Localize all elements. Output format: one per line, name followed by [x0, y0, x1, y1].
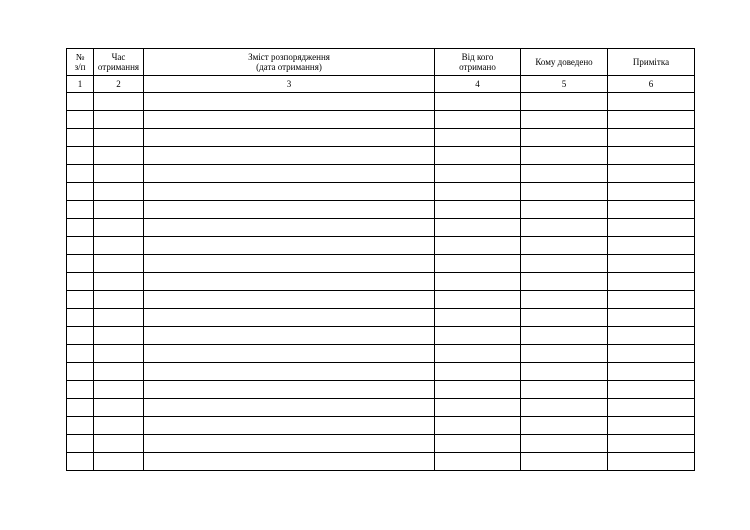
table-cell — [144, 309, 435, 327]
table-cell — [608, 147, 695, 165]
column-number-row — [67, 76, 695, 93]
table-cell — [94, 201, 144, 219]
table-cell — [608, 399, 695, 417]
table-cell — [521, 399, 608, 417]
column-number: 1 — [67, 76, 94, 93]
table-row — [67, 363, 695, 381]
table-cell — [435, 309, 521, 327]
table-cell — [608, 345, 695, 363]
table-cell — [608, 291, 695, 309]
table-cell — [144, 327, 435, 345]
header-note — [608, 49, 695, 76]
table-cell — [521, 453, 608, 471]
table-cell — [94, 327, 144, 345]
table-cell — [435, 291, 521, 309]
table-cell — [608, 417, 695, 435]
table-cell — [94, 291, 144, 309]
table-cell — [144, 453, 435, 471]
table-cell — [144, 129, 435, 147]
table-cell — [608, 165, 695, 183]
table-cell — [435, 219, 521, 237]
column-number: 6 — [608, 76, 695, 93]
table-cell — [435, 129, 521, 147]
table-cell — [94, 129, 144, 147]
header-note-line1: Примітка — [632, 57, 670, 67]
column-number: 5 — [521, 76, 608, 93]
table-cell — [67, 255, 94, 273]
table-cell — [435, 111, 521, 129]
table-cell — [144, 219, 435, 237]
table-cell — [67, 273, 94, 291]
table-row — [67, 129, 695, 147]
table-cell — [67, 111, 94, 129]
table-cell — [521, 111, 608, 129]
table-cell — [435, 399, 521, 417]
table-cell — [435, 453, 521, 471]
table-row — [67, 327, 695, 345]
table-row — [67, 147, 695, 165]
table-cell — [435, 381, 521, 399]
table-cell — [608, 273, 695, 291]
table-cell — [608, 453, 695, 471]
table-cell — [521, 93, 608, 111]
table-cell — [144, 111, 435, 129]
header-from-line1: Від кого — [461, 52, 494, 62]
table-cell — [94, 111, 144, 129]
table-cell — [435, 345, 521, 363]
header-content-line2: (дата отримання) — [256, 62, 322, 72]
table-row — [67, 237, 695, 255]
table-cell — [608, 237, 695, 255]
table-cell — [521, 273, 608, 291]
table-cell — [608, 129, 695, 147]
table-cell — [435, 93, 521, 111]
table-cell — [521, 183, 608, 201]
table-cell — [144, 435, 435, 453]
table-cell — [435, 417, 521, 435]
table-cell — [435, 165, 521, 183]
table-row — [67, 453, 695, 471]
table-cell — [67, 399, 94, 417]
table-cell — [521, 381, 608, 399]
table-cell — [94, 165, 144, 183]
table-cell — [94, 381, 144, 399]
table-cell — [608, 381, 695, 399]
table-cell — [435, 363, 521, 381]
table-cell — [67, 201, 94, 219]
table-row — [67, 399, 695, 417]
table-cell — [94, 345, 144, 363]
table-cell — [144, 237, 435, 255]
table-cell — [435, 201, 521, 219]
table-cell — [435, 237, 521, 255]
table-row — [67, 201, 695, 219]
table-cell — [94, 183, 144, 201]
table-cell — [144, 147, 435, 165]
table-cell — [144, 417, 435, 435]
table-row — [67, 381, 695, 399]
header-number — [67, 49, 94, 76]
table-cell — [94, 255, 144, 273]
table-cell — [521, 291, 608, 309]
table-cell — [521, 219, 608, 237]
table-cell — [144, 255, 435, 273]
table-cell — [435, 183, 521, 201]
table-row — [67, 183, 695, 201]
table-cell — [144, 381, 435, 399]
table-cell — [67, 309, 94, 327]
table-cell — [67, 363, 94, 381]
table-cell — [608, 309, 695, 327]
table-cell — [144, 273, 435, 291]
table-cell — [67, 129, 94, 147]
table-cell — [608, 435, 695, 453]
table-cell — [94, 273, 144, 291]
table-cell — [521, 165, 608, 183]
table-cell — [67, 417, 94, 435]
table-cell — [94, 219, 144, 237]
table-cell — [608, 111, 695, 129]
table-cell — [608, 363, 695, 381]
table-cell — [94, 453, 144, 471]
column-number: 2 — [94, 76, 144, 93]
table-cell — [67, 381, 94, 399]
orders-register-table — [66, 48, 695, 471]
table-cell — [435, 147, 521, 165]
table-cell — [67, 183, 94, 201]
table-row — [67, 309, 695, 327]
header-row — [67, 49, 695, 76]
table-cell — [94, 417, 144, 435]
table-cell — [67, 93, 94, 111]
column-number: 4 — [435, 76, 521, 93]
header-time-received — [94, 49, 144, 76]
table-cell — [67, 147, 94, 165]
header-content-line1: Зміст розпорядження — [248, 52, 330, 62]
table-cell — [521, 417, 608, 435]
header-to-line1: Кому доведено — [535, 57, 593, 67]
table-cell — [94, 147, 144, 165]
table-row — [67, 255, 695, 273]
table-cell — [521, 363, 608, 381]
table-cell — [144, 183, 435, 201]
table-cell — [94, 93, 144, 111]
table-cell — [608, 93, 695, 111]
column-number: 3 — [144, 76, 435, 93]
table-cell — [67, 345, 94, 363]
table-cell — [435, 435, 521, 453]
table-cell — [94, 435, 144, 453]
table-cell — [144, 345, 435, 363]
table-cell — [435, 273, 521, 291]
table-cell — [521, 147, 608, 165]
header-order-content — [144, 49, 435, 76]
header-number-line1: № — [75, 52, 85, 62]
table-row — [67, 93, 695, 111]
table-cell — [94, 237, 144, 255]
table-cell — [144, 165, 435, 183]
table-cell — [521, 129, 608, 147]
table-cell — [144, 201, 435, 219]
table-cell — [67, 219, 94, 237]
table-row — [67, 219, 695, 237]
table-cell — [67, 435, 94, 453]
table-cell — [67, 291, 94, 309]
table-row — [67, 345, 695, 363]
header-communicated-to — [521, 49, 608, 76]
table-cell — [94, 309, 144, 327]
table-cell — [521, 309, 608, 327]
table-cell — [144, 93, 435, 111]
header-received-from — [435, 49, 521, 76]
table-cell — [67, 327, 94, 345]
table-cell — [435, 327, 521, 345]
header-time-line2: отримання — [97, 62, 140, 72]
table-cell — [144, 363, 435, 381]
table-cell — [521, 201, 608, 219]
table-cell — [94, 399, 144, 417]
table-cell — [521, 435, 608, 453]
table-row — [67, 435, 695, 453]
table-cell — [67, 165, 94, 183]
table-cell — [144, 399, 435, 417]
table-cell — [608, 219, 695, 237]
table-cell — [67, 453, 94, 471]
header-from-line2: отримано — [459, 62, 496, 72]
table-row — [67, 165, 695, 183]
header-time-line1: Час — [111, 52, 126, 62]
table-cell — [521, 327, 608, 345]
table-cell — [435, 255, 521, 273]
table-cell — [521, 255, 608, 273]
table-cell — [94, 363, 144, 381]
table-cell — [608, 255, 695, 273]
table-row — [67, 111, 695, 129]
table-cell — [608, 183, 695, 201]
table-cell — [144, 291, 435, 309]
table-cell — [608, 201, 695, 219]
table-row — [67, 273, 695, 291]
table-row — [67, 417, 695, 435]
table-cell — [608, 327, 695, 345]
table-cell — [521, 237, 608, 255]
table-row — [67, 291, 695, 309]
table-cell — [521, 345, 608, 363]
header-number-line2: з/п — [74, 62, 86, 72]
table-cell — [67, 237, 94, 255]
